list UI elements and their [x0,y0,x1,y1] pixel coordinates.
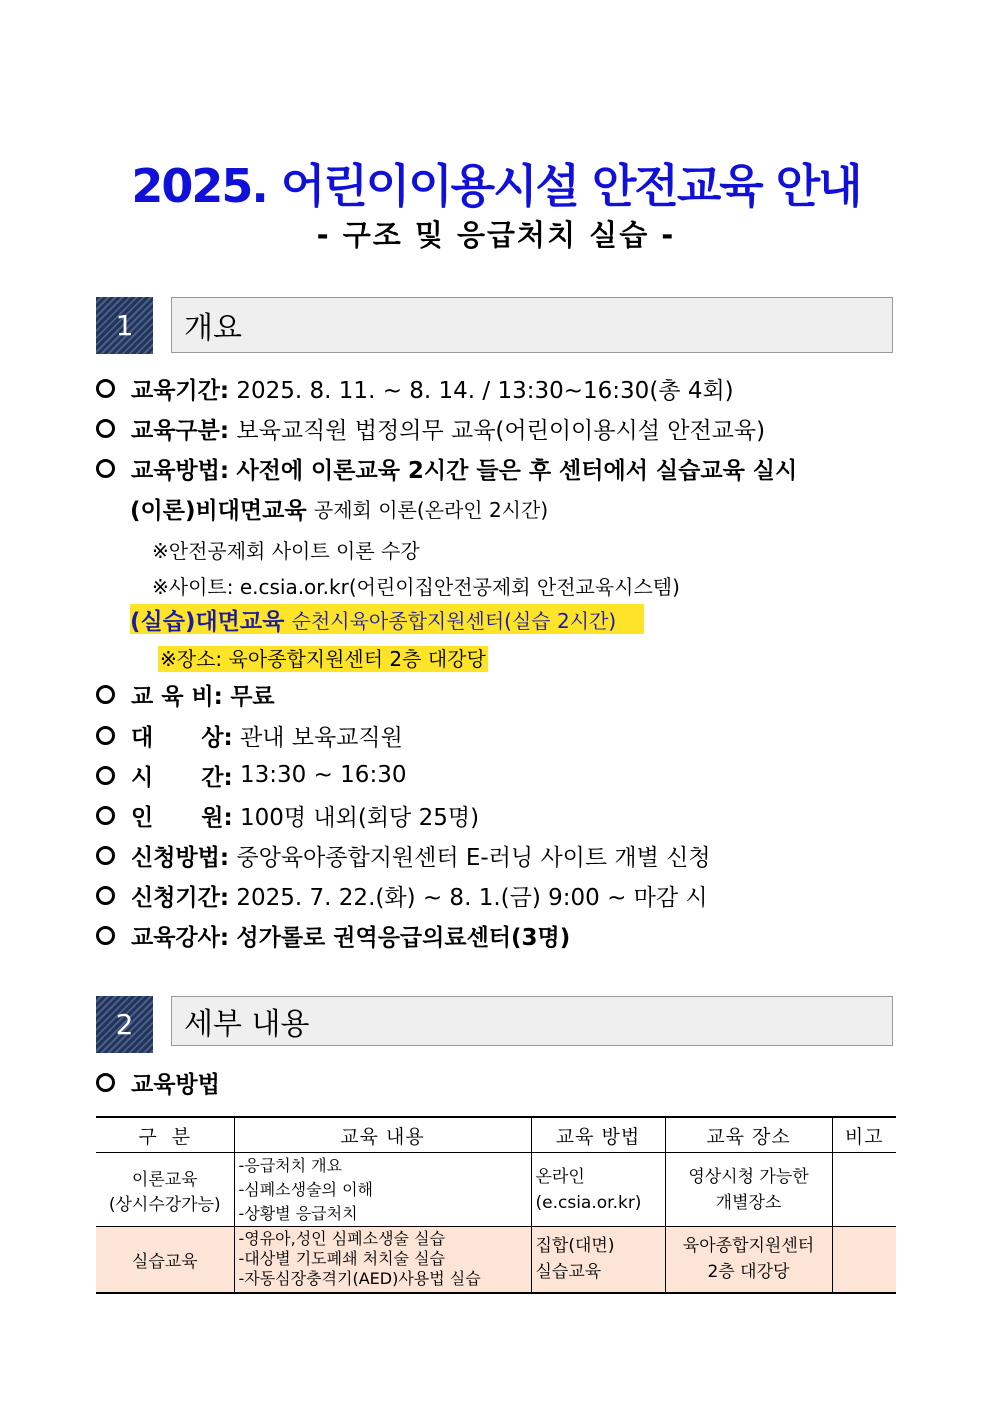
content-line: -영유아,성인 심폐소생술 실습 [238,1229,446,1249]
subheading-text: 교육방법 [131,1071,220,1098]
item-value: 2025. 7. 22.(화) ~ 8. 1.(금) 9:00 ~ 마감 시 [236,884,708,911]
item-value: 관내 보육교직원 [240,724,403,751]
circle-bullet-icon [96,926,115,945]
item-value: 사전에 이론교육 2시간 들은 후 센터에서 실습교육 실시 [236,457,798,484]
row-content [234,1227,531,1293]
circle-bullet-icon [96,846,115,865]
header-method: 교육 방법 [531,1117,665,1153]
category-line: 실습교육 [131,1251,198,1272]
header-place: 교육 장소 [665,1117,832,1153]
row-note [832,1227,896,1293]
item-label: 시 간: [131,764,233,791]
theory-note-2: ※사이트: e.csia.or.kr(어린이집안전공제회 안전교육시스템) [152,575,680,599]
circle-bullet-icon [96,806,115,825]
item-label: 교육기간: [131,377,230,404]
header-category: 구 분 [96,1117,234,1153]
header-note: 비고 [832,1117,896,1153]
item-value: 성가롤로 권역응급의료센터(3명) [236,924,571,951]
item-label: 교 육 비: [131,683,223,710]
circle-bullet-icon [96,726,115,745]
item-label: 교육구분: [131,417,230,444]
row-place [665,1227,832,1293]
row-content [234,1153,531,1227]
practice-line [130,604,644,634]
list-item [96,452,797,484]
item-value: 중앙육아종합지원센터 E-러닝 사이트 개별 신청 [236,844,711,871]
method-line: 집합(대면) [535,1236,615,1257]
row-method [531,1153,665,1227]
theory-label: (이론)비대면교육 [130,497,307,524]
item-label: 인 원: [131,804,233,831]
item-label: 신청방법: [131,844,230,871]
theory-value: 공제회 이론(온라인 2시간) [313,497,549,522]
row-category [96,1227,234,1293]
circle-bullet-icon [96,419,115,438]
list-item [96,759,406,791]
section-number-1: 1 [96,297,153,354]
item-label: 대 상: [131,724,233,751]
circle-bullet-icon [96,379,115,398]
subheading [96,1066,220,1098]
list-item [96,372,734,404]
page-subtitle: - 구조 및 응급처치 실습 - [316,218,676,252]
circle-bullet-icon [96,886,115,905]
method-line: 실습교육 [535,1262,602,1283]
practice-label: (실습)대면교육 [130,608,285,635]
circle-bullet-icon [96,766,115,785]
content-line: -대상별 기도폐쇄 처치술 실습 [238,1249,446,1269]
circle-bullet-icon [96,459,115,478]
item-value: 무료 [230,683,275,710]
practice-value: 순천시육아종합지원센터(실습 2시간) [291,608,617,633]
item-value: 2025. 8. 11. ~ 8. 14. / 13:30~16:30(총 4회) [236,377,734,404]
list-item [96,412,765,444]
section-title-1 [171,297,893,353]
place-line: 2층 대강당 [707,1262,790,1283]
row-note [832,1153,896,1227]
education-table [96,1116,896,1294]
list-item [96,799,479,831]
theory-note-1: ※안전공제회 사이트 이론 수강 [152,539,420,563]
list-item [96,719,403,751]
place-line: 개별장소 [715,1192,782,1213]
table-header-row [96,1117,896,1153]
content-line: -상황별 응급처치 [238,1203,358,1223]
list-item [96,919,570,951]
row-place [665,1153,832,1227]
section-number-2: 2 [96,996,153,1053]
row-method [531,1227,665,1293]
method-line: (e.csia.or.kr) [535,1192,642,1213]
place-line: 영상시청 가능한 [688,1166,809,1187]
practice-note: ※장소: 육아종합지원센터 2층 대강당 [160,647,486,671]
item-label: 교육방법: [131,457,230,484]
section-title-1-text: 개요 [184,311,242,346]
category-line: 이론교육 [131,1169,198,1190]
theory-line [130,492,548,524]
header-content: 교육 내용 [234,1117,531,1153]
content-line: -심폐소생술의 이해 [238,1179,374,1199]
row-category [96,1153,234,1227]
item-value: 100명 내외(회당 25명) [240,804,480,831]
circle-bullet-icon [96,685,115,704]
category-line: (상시수강가능) [108,1194,221,1215]
method-line: 온라인 [535,1166,585,1187]
circle-bullet-icon [96,1073,115,1092]
page-title: 2025. 어린이이용시설 안전교육 안내 [131,159,861,213]
place-line: 육아종합지원센터 [682,1236,815,1257]
table-row [96,1227,896,1293]
section-title-2 [171,996,893,1046]
list-item [96,678,275,710]
content-line: -자동심장충격기(AED)사용법 실습 [238,1269,481,1289]
section-title-2-text: 세부 내용 [184,1007,310,1042]
item-label: 신청기간: [131,884,230,911]
list-item [96,839,711,871]
item-label: 교육강사: [131,924,230,951]
content-line: -응급처치 개요 [238,1155,343,1175]
table-row [96,1153,896,1227]
item-value: 보육교직원 법정의무 교육(어린이이용시설 안전교육) [236,417,766,444]
item-value: 13:30 ~ 16:30 [240,762,407,788]
list-item [96,879,708,911]
